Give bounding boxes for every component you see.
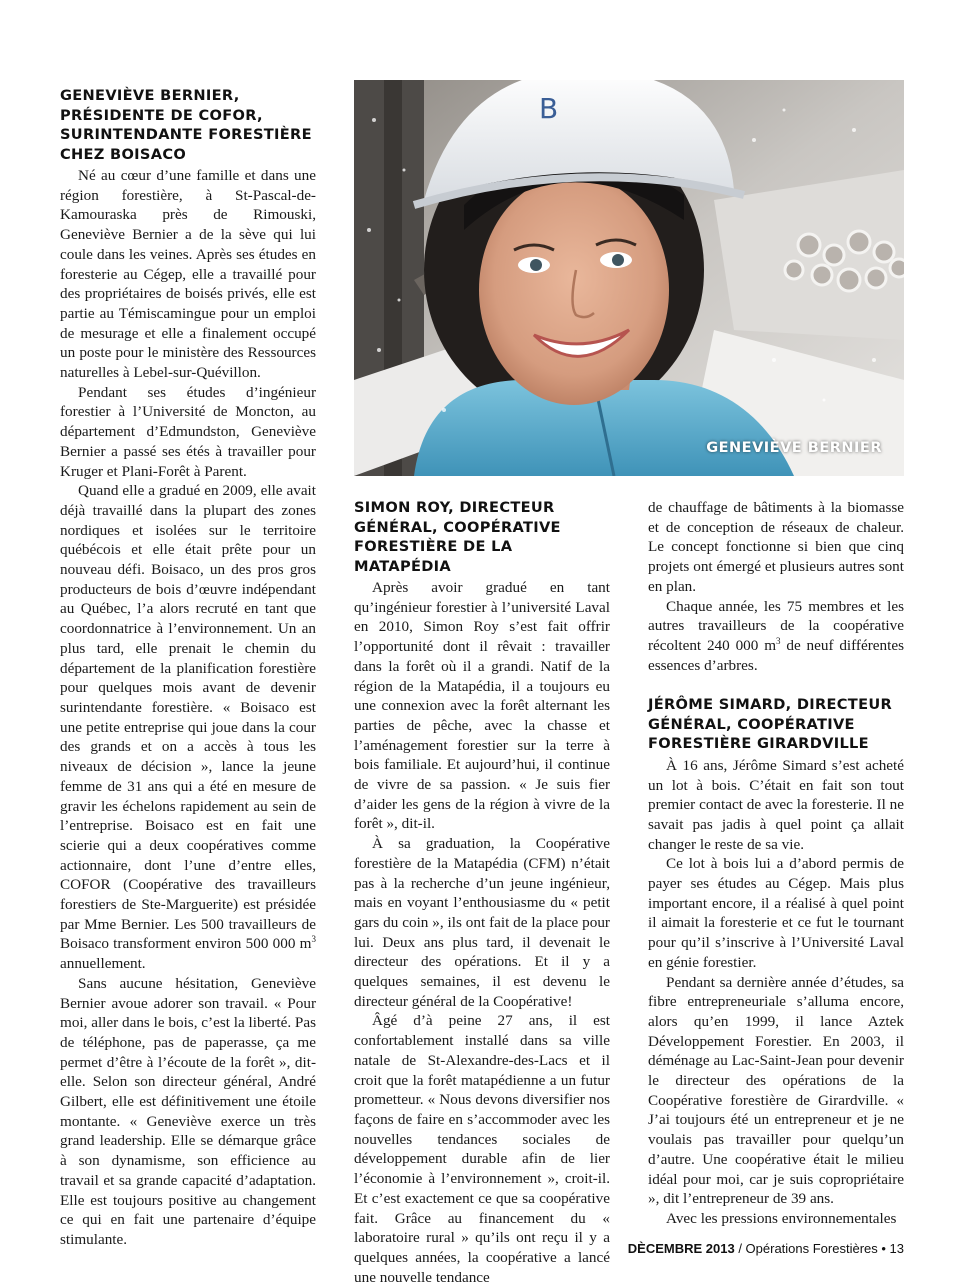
paragraph: Né au cœur d’une famille et dans une région forestière, à St-Pascal-de-Kamouraska près de Rimouski, Geneviève Bernier a de la sève qui lui coule dans les veines. Après ses études en foresterie au Cégep, elle a travaillé pour des propriétaires de boisés privés, elle est partie au Témiscamingue pour un emploi de mesurage et elle a finalement occupé un poste pour le ministère des Ressources naturelles à Lebel-sur-Quévillon.: [60, 167, 316, 382]
paragraph: Sans aucune hésitation, Geneviève Bernier avoue adorer son travail. « Pour moi, aller dans le bois, c’est la liberté. Pas de téléphone, pas de paperasse, ça me permet d’être à l’écoute de la forêt », dit-elle. Selon son directeur général, André Gilbert, elle est définitivement une étoile montante. « Geneviève exerce un très grand leadership. Elle se démarque grâce à son dynamisme, son efficience au travail et sa grande capacité d’adaptation. Elle est toujours positive au changement ce qui en fait une partenaire d’équipe stimulante.: [60, 974, 317, 1248]
column-right: [648, 498, 904, 1229]
footer-date: DÈCEMBRE 2013: [627, 1241, 735, 1256]
paragraph: Quand elle a gradué en 2009, elle avait déjà travaillé dans la plupart des zones nordiques et isolées sur le territoire québécois et elle était prête pour un nouveau défi. Boisaco, un des pros gros producteurs de bois d’œuvre indépendant au Québec, l’a alors recruté en tant que coordonnatrice à l’environnement. Un an plus tard, elle prenait le chemin du département de la planification forestière pour quelques mois avant de devenir surintendante forestière. « Boisaco est une petite entreprise qui joue dans la cour des grands et on a accès à tous les niveaux de décision », lance la jeune femme de 31 ans qui a été en mesure de gravir les échelons rapidement au sein de l’entreprise. Boisaco est en fait une scierie qui a deux coopératives comme actionnaire, dont l’une d’entre elles, COFOR (Coopérative des travailleurs forestiers de Ste-Marguerite) est présidée par Mme Bernier. Les 500 travailleurs de Boisaco transforment environ 500 000 $m^3$ annuellement.: [60, 482, 316, 973]
portrait-photo: [354, 80, 904, 476]
footer-publication: / Opérations Forestières • 13: [734, 1241, 904, 1256]
section-heading-bernier: GENEVIÈVE BERNIER, PRÉSIDENTE DE COFOR, SURINTENDANTE FORESTIÈRE CHEZ BOISACO: [60, 87, 312, 163]
photo-illustration: [354, 80, 904, 476]
column-middle: [354, 498, 610, 1287]
page-footer: [628, 1241, 904, 1256]
photo-caption: GENEVIÈVE BERNIER: [706, 440, 882, 456]
paragraph: Chaque année, les 75 membres et les autres travailleurs de la coopérative récoltent 240 000 $m^3$ de neuf différentes essences d’arbres.: [648, 597, 904, 674]
paragraph: À 16 ans, Jérôme Simard s’est acheté un lot à bois. C’était en fait son tout premier contact de avec la foresterie. Il ne savait pas jadis à quel point ça allait changer le reste de sa vie.: [648, 756, 904, 853]
section-heading-simard: JÉRÔME SIMARD, DIRECTEUR GÉNÉRAL, COOPÉRATIVE FORESTIÈRE GIRARDVILLE: [648, 696, 893, 753]
section-heading-roy: SIMON ROY, DIRECTEUR GÉNÉRAL, COOPÉRATIVE FORESTIÈRE DE LA MATAPÉDIA: [354, 499, 561, 575]
paragraph: Après avoir gradué en tant qu’ingénieur forestier à l’université Laval en 2010, Simon Roy s’est fait offrir l’opportunité dont il rêvait : travailler dans la forêt où il a grandi. Natif de la région de la Matapédia, il a toujours eu une connexion avec la forêt alternant les parties de pêche, avec la chasse et l’aménagement forestier sur la terre à bois familiale. Et aujourd’hui, il continue de vivre de sa passion. « Je suis fier d’aider les gens de la région à vivre de la forêt », dit-il.: [354, 579, 610, 833]
paragraph: de chauffage de bâtiments à la biomasse et de conception de réseaux de chaleur. Le concept fonctionne si bien que cinq projets ont émergé et plusieurs autres sont en plan.: [648, 499, 904, 595]
paragraph: Pendant sa dernière année d’études, sa fibre entrepreneuriale s’alluma encore, alors qu’en 1999, il lance Aztek Développement Forestier. En 2003, il déménage au Lac-Saint-Jean pour devenir le directeur des opérations de la Coopérative forestière de Girardville. « J’ai toujours été un entrepreneur et je ne voulais pas travailler pour quelqu’un d’autre. Une coopérative était le milieu idéal pour moi, car je suis copropriétaire », dit l’entrepreneur de 39 ans.: [648, 973, 904, 1208]
paragraph: Avec les pressions environnementales: [666, 1210, 897, 1227]
paragraph: Pendant ses études d’ingénieur forestier à l’Université de Moncton, au département d’Edmundston, Geneviève Bernier a passé ses étés à travailler pour Kruger et Plani-Forêt à Parent.: [60, 383, 316, 480]
column-left: [60, 86, 316, 1250]
paragraph: À sa graduation, la Coopérative forestière de la Matapédia (CFM) n’était pas à la recherche d’un jeune ingénieur, mais en voyant l’enthousiasme du « petit gars du coin », ils ont fait de la place pour lui. Deux ans plus tard, il devenait le directeur des opérations. Et il y a quelques semaines, il est devenu le directeur général de la Coopérative!: [354, 835, 610, 1010]
svg-text:B: B: [539, 92, 559, 125]
paragraph: Âgé d’à peine 27 ans, il est confortablement installé dans sa ville natale de St-Alexandre-des-Lacs et il croit que la forêt matapédienne a un futur prometteur. « Nous devons diversifier nos façons de faire en s’accommoder avec les nouvelles tendances sociales de développement durable afin de lier l’économie à l’environnement », croit-il. Et c’est exactement ce que sa coopérative fait. Grâce au financement du « laboratoire rural » qu’ils ont reçu il y a quelques années, la coopérative a lancé une nouvelle tendance: [354, 1012, 610, 1286]
paragraph: Ce lot à bois lui a d’abord permis de payer ses études au Cégep. Mais plus important encore, il a réalisé à quel point il aimait la foresterie et ce fut le tournant pour qu’il s’inscrive à l’Université Laval en génie forestier.: [648, 855, 904, 971]
